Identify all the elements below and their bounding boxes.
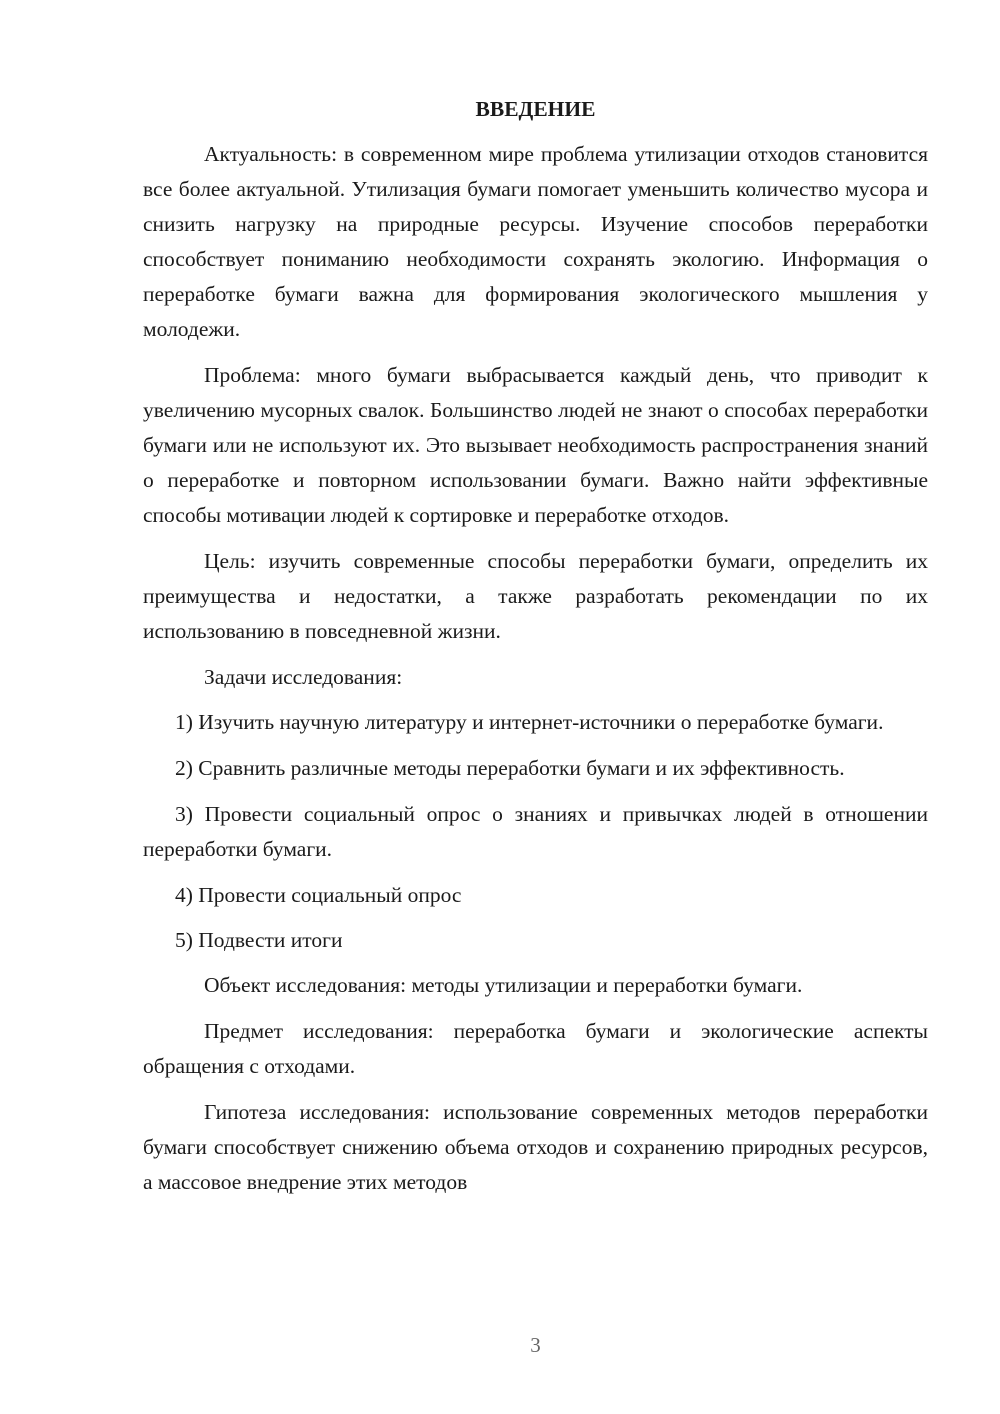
goal-paragraph: Цель: изучить современные способы переработки бумаги, определить их преимущества и недостатки, а также разработать рекомендации по их использованию в повседневной жизни. [143, 549, 928, 643]
page-number: 3 [530, 1333, 541, 1357]
task-item: 1) Изучить научную литературу и интернет-источники о переработке бумаги. [175, 710, 884, 734]
object-paragraph: Объект исследования: методы утилизации и переработки бумаги. [204, 973, 803, 997]
relevance-paragraph: Актуальность: в современном мире проблема утилизации отходов становится все более актуальной. Утилизация бумаги помогает уменьшить количество мусора и снизить нагрузку на природные ресурсы. Изучение способов переработки способствует пониманию необходимости сохранять экологию. Информация о переработке бумаги важна для формирования экологического мышления у молодежи. [143, 142, 928, 341]
page-content [143, 92, 928, 1211]
task-item: 5) Подвести итоги [175, 928, 343, 952]
task-item: 2) Сравнить различные методы переработки бумаги и их эффективность. [175, 756, 845, 780]
page-title: ВВЕДЕНИЕ [475, 97, 596, 121]
problem-paragraph: Проблема: много бумаги выбрасывается каждый день, что приводит к увеличению мусорных свалок. Большинство людей не знают о способах переработки бумаги или не используют их. Это вызывает необходимость распространения знаний о переработке и повторном использовании бумаги. Важно найти эффективные способы мотивации людей к сортировке и переработке отходов. [143, 363, 928, 527]
hypothesis-paragraph: Гипотеза исследования: использование современных методов переработки бумаги способствует снижению объема отходов и сохранению природных ресурсов, а массовое внедрение этих методов [143, 1100, 928, 1194]
tasks-heading: Задачи исследования: [204, 665, 403, 689]
subject-paragraph: Предмет исследования: переработка бумаги и экологические аспекты обращения с отходами. [143, 1019, 928, 1078]
task-item: 3) Провести социальный опрос о знаниях и привычках людей в отношении переработки бумаги. [143, 802, 928, 861]
task-item: 4) Провести социальный опрос [175, 883, 462, 907]
